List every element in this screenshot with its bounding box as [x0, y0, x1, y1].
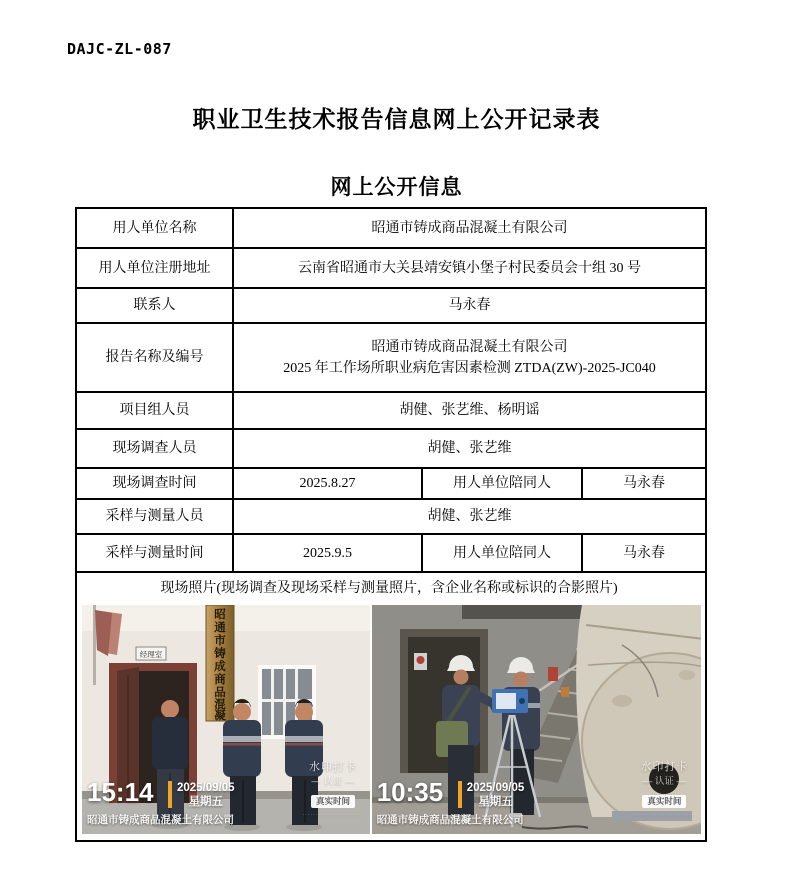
row-label: 项目组人员 [76, 392, 233, 429]
row-value-2: 马永春 [582, 468, 706, 499]
table-row [76, 248, 706, 288]
watermark-title: 水印打卡 [640, 760, 689, 773]
table-row [76, 499, 706, 534]
timestamp-bar [458, 781, 462, 808]
row-value [233, 323, 706, 392]
timestamp-time: 10:35 [376, 776, 444, 807]
watermark-code: ······················· [633, 812, 696, 819]
table-row [76, 468, 706, 499]
real-time-badge: 真实时间 [311, 795, 355, 808]
row-label-2: 用人单位陪同人 [422, 468, 582, 499]
watermark-certify-block [634, 759, 695, 820]
real-time-badge: 真实时间 [642, 795, 686, 808]
document-code: DAJC-ZL-087 [67, 40, 172, 58]
page-subtitle: 网上公开信息 [330, 176, 463, 199]
watermark-company: 昭通市铸成商品混凝土有限公司 [87, 814, 234, 827]
row-value: 胡健、张艺维、杨明谣 [233, 392, 706, 429]
svg-text:商: 商 [214, 673, 226, 686]
row-label-2: 用人单位陪同人 [422, 534, 582, 572]
svg-text:品: 品 [214, 686, 226, 699]
photo-row [76, 572, 706, 841]
report-name: 昭通市铸成商品混凝土有限公司 [371, 339, 568, 355]
public-info-table [75, 207, 707, 842]
row-value: 胡健、张艺维 [233, 429, 706, 468]
row-value: 昭通市铸成商品混凝土有限公司 [233, 208, 706, 248]
timestamp-bar [168, 781, 172, 808]
svg-text:凝: 凝 [214, 709, 226, 722]
table-row [76, 208, 706, 248]
row-label: 采样与测量人员 [76, 499, 233, 534]
row-label: 现场调查人员 [76, 429, 233, 468]
row-value: 云南省昭通市大关县靖安镇小堡子村民委员会十组 30 号 [233, 248, 706, 288]
photo-overlay [82, 605, 370, 834]
table-row [76, 429, 706, 468]
site-photo-group [82, 605, 370, 834]
table-row [76, 323, 706, 392]
report-number: 2025 年工作场所职业病危害因素检测 ZTDA(ZW)-2025-JC040 [283, 360, 656, 376]
timestamp-date: 2025/09/05 [466, 782, 525, 795]
row-label: 用人单位注册地址 [76, 248, 233, 288]
svg-text:昭: 昭 [214, 608, 226, 621]
svg-text:市: 市 [214, 634, 226, 647]
svg-text:混: 混 [214, 698, 226, 711]
watermark-code: ······················· [302, 812, 364, 819]
table-row [76, 288, 706, 323]
row-value: 2025.8.27 [233, 468, 422, 499]
table-row [76, 392, 706, 429]
row-value: 马永春 [233, 288, 706, 323]
svg-text:铸: 铸 [214, 647, 226, 660]
watermark-title: 水印打卡 [309, 760, 358, 773]
photo-strip [82, 605, 701, 834]
row-value-2: 马永春 [582, 534, 706, 572]
timestamp-weekday: 星期五 [188, 796, 224, 809]
watermark-company: 昭通市铸成商品混凝土有限公司 [376, 814, 524, 827]
table-row [76, 534, 706, 572]
row-label: 联系人 [76, 288, 233, 323]
page-title: 职业卫生技术报告信息网上公开记录表 [192, 106, 601, 132]
svg-text:成: 成 [214, 660, 226, 673]
row-label: 用人单位名称 [76, 208, 233, 248]
photo-cell [76, 572, 706, 841]
photo-caption: 现场照片(现场调查及现场采样与测量照片，含企业名称或标识的合影照片) [160, 581, 618, 597]
site-photo-measurement [372, 605, 701, 834]
row-label: 采样与测量时间 [76, 534, 233, 572]
timestamp-time: 15:14 [87, 776, 154, 807]
svg-text:经理室: 经理室 [139, 649, 163, 659]
watermark-certified: — 认证 — [642, 776, 687, 788]
timestamp-weekday: 星期五 [478, 796, 513, 809]
watermark-certify-block [302, 759, 363, 820]
row-value: 胡健、张艺维 [233, 499, 706, 534]
row-value: 2025.9.5 [233, 534, 422, 572]
photo-overlay [372, 605, 701, 834]
svg-text:通: 通 [214, 621, 226, 634]
watermark-certified: — 认证 — [311, 776, 355, 788]
row-label: 现场调查时间 [76, 468, 233, 499]
row-label: 报告名称及编号 [76, 323, 233, 392]
timestamp-date: 2025/09/05 [177, 782, 235, 795]
